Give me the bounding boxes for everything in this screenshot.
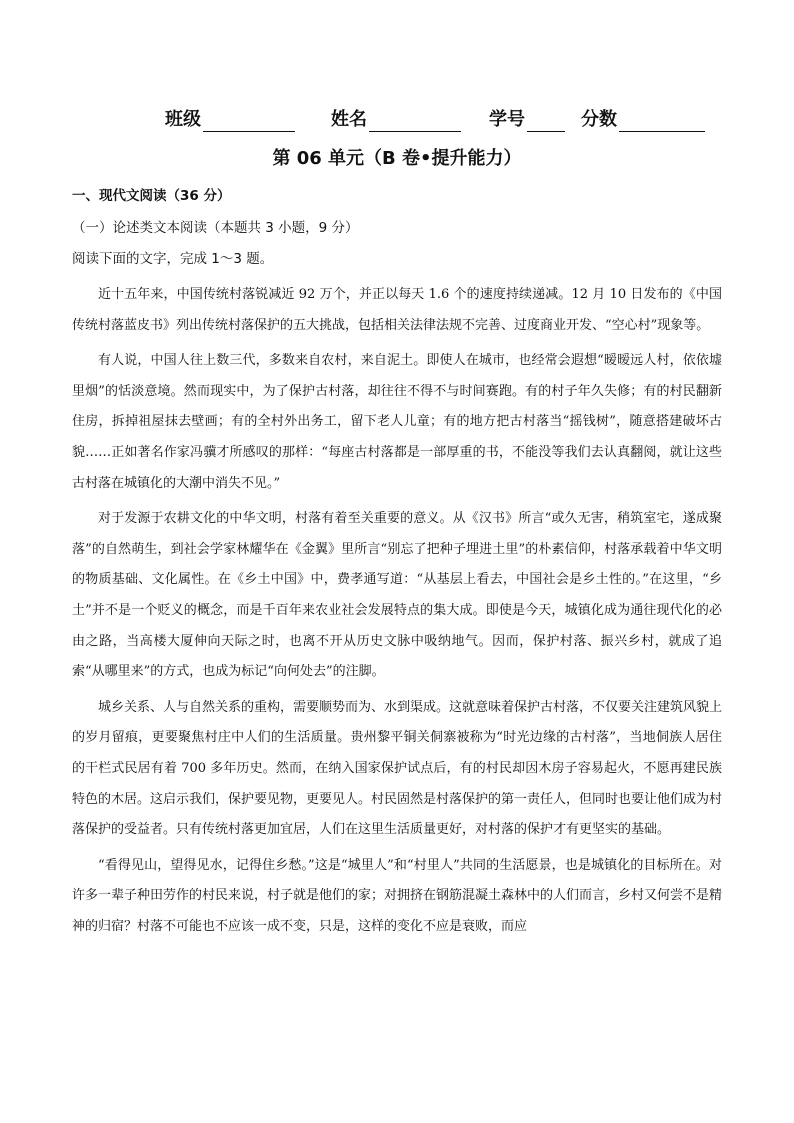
- score-label: 分数: [581, 109, 617, 130]
- reading-passage: [72, 280, 722, 947]
- passage-paragraph-4: 城乡关系、人与自然关系的重构，需要顺势而为、水到渠成。这就意味着保护古村落，不仅要关注建筑风貌上的岁月留痕，更要聚焦村庄中人们的生活质量。贵州黎平铜关侗寨被称为“时光边缘的古村落”，当地侗族人居住的干栏式民居有着 700 多年历史。然而，在纳入国家保护试点后，有的村民却因木房子容易起火，不愿再建民族特色的木居。这启示我们，保护要见物，更要见人。村民固然是村落保护的第一责任人，但同时也要让他们成为村落保护的受益者。只有传统村落更加宜居，人们在这里生活质量更好，对村落的保护才有更坚实的基础。: [72, 699, 723, 838]
- section-subheading: （一）论述类文本阅读（本题共 3 小题，9 分）: [72, 220, 359, 236]
- student-id-field: [489, 108, 565, 132]
- passage-paragraph-5: “看得见山，望得见水，记得住乡愁。”这是“城里人”和“村里人”共同的生活愿景，也是城镇化的目标所在。对许多一辈子种田劳作的村民来说，村子就是他们的家；对拥挤在钢筋混凝土森林中的人们而言，乡村又何尝不是精神的归宿？村落不可能也不应该一成不变，只是，这样的变化不应是衰败，而应: [72, 857, 723, 934]
- reading-instruction: 阅读下面的文字，完成 1～3 题。: [72, 251, 274, 267]
- class-field: [165, 108, 295, 132]
- class-blank[interactable]: [203, 111, 295, 132]
- passage-paragraph-2: 有人说，中国人往上数三代，多数来自农村，来自泥土。即使人在城市，也经常会遐想“暧暧远人村，依依墟里烟”的恬淡意境。然而现实中，为了保护古村落，却往往不得不与时间赛跑。有的村子年久失修；有的村民翻新住房，拆掉祖屋抹去壁画；有的全村外出务工，留下老人儿童；有的地方把古村落当“摇钱树”，随意搭建破坏古貌……正如著名作家冯骥才所感叹的那样：“每座古村落都是一部厚重的书，不能没等我们去认真翻阅，就让这些古村落在城镇化的大潮中消失不见。”: [72, 353, 722, 491]
- score-blank[interactable]: [619, 111, 705, 132]
- student-info-header: [165, 104, 725, 132]
- name-field: [331, 108, 461, 132]
- class-label: 班级: [165, 109, 201, 130]
- section-heading: 一、现代文阅读（36 分）: [72, 188, 231, 204]
- student-id-label: 学号: [489, 109, 525, 130]
- passage-paragraph-3: 对于发源于农耕文化的中华文明，村落有着至关重要的意义。从《汉书》所言“或久无害，稍筑室宅，遂成聚落”的自然萌生，到社会学家林耀华在《金翼》里所言“别忘了把种子埋进土里”的朴素信仰，村落承载着中华文明的物质基础、文化属性。在《乡土中国》中，费孝通写道：“从基层上看去，中国社会是乡土性的。”在这里，“乡土”并不是一个贬义的概念，而是千百年来农业社会发展特点的集大成。即使是今天，城镇化成为通往现代化的必由之路，当高楼大厦伸向天际之时，也离不开从历史文脉中吸纳地气。因而，保护村落、振兴乡村，就成了追索“从哪里来”的方式，也成为标记“向何处去”的注脚。: [72, 511, 722, 680]
- student-id-blank[interactable]: [527, 111, 565, 132]
- name-label: 姓名: [331, 109, 367, 130]
- score-field: [581, 108, 705, 132]
- passage-paragraph-1: 近十五年来，中国传统村落锐减近 92 万个，并正以每天 1.6 个的速度持续递减。12 月 10 日发布的《中国传统村落蓝皮书》列出传统村落保护的五大挑战，包括相关法律法规不完善、过度商业开发、“空心村”现象等。: [72, 287, 722, 333]
- unit-title: 第 06 单元（B 卷•提升能力）: [272, 148, 522, 169]
- name-blank[interactable]: [369, 111, 461, 132]
